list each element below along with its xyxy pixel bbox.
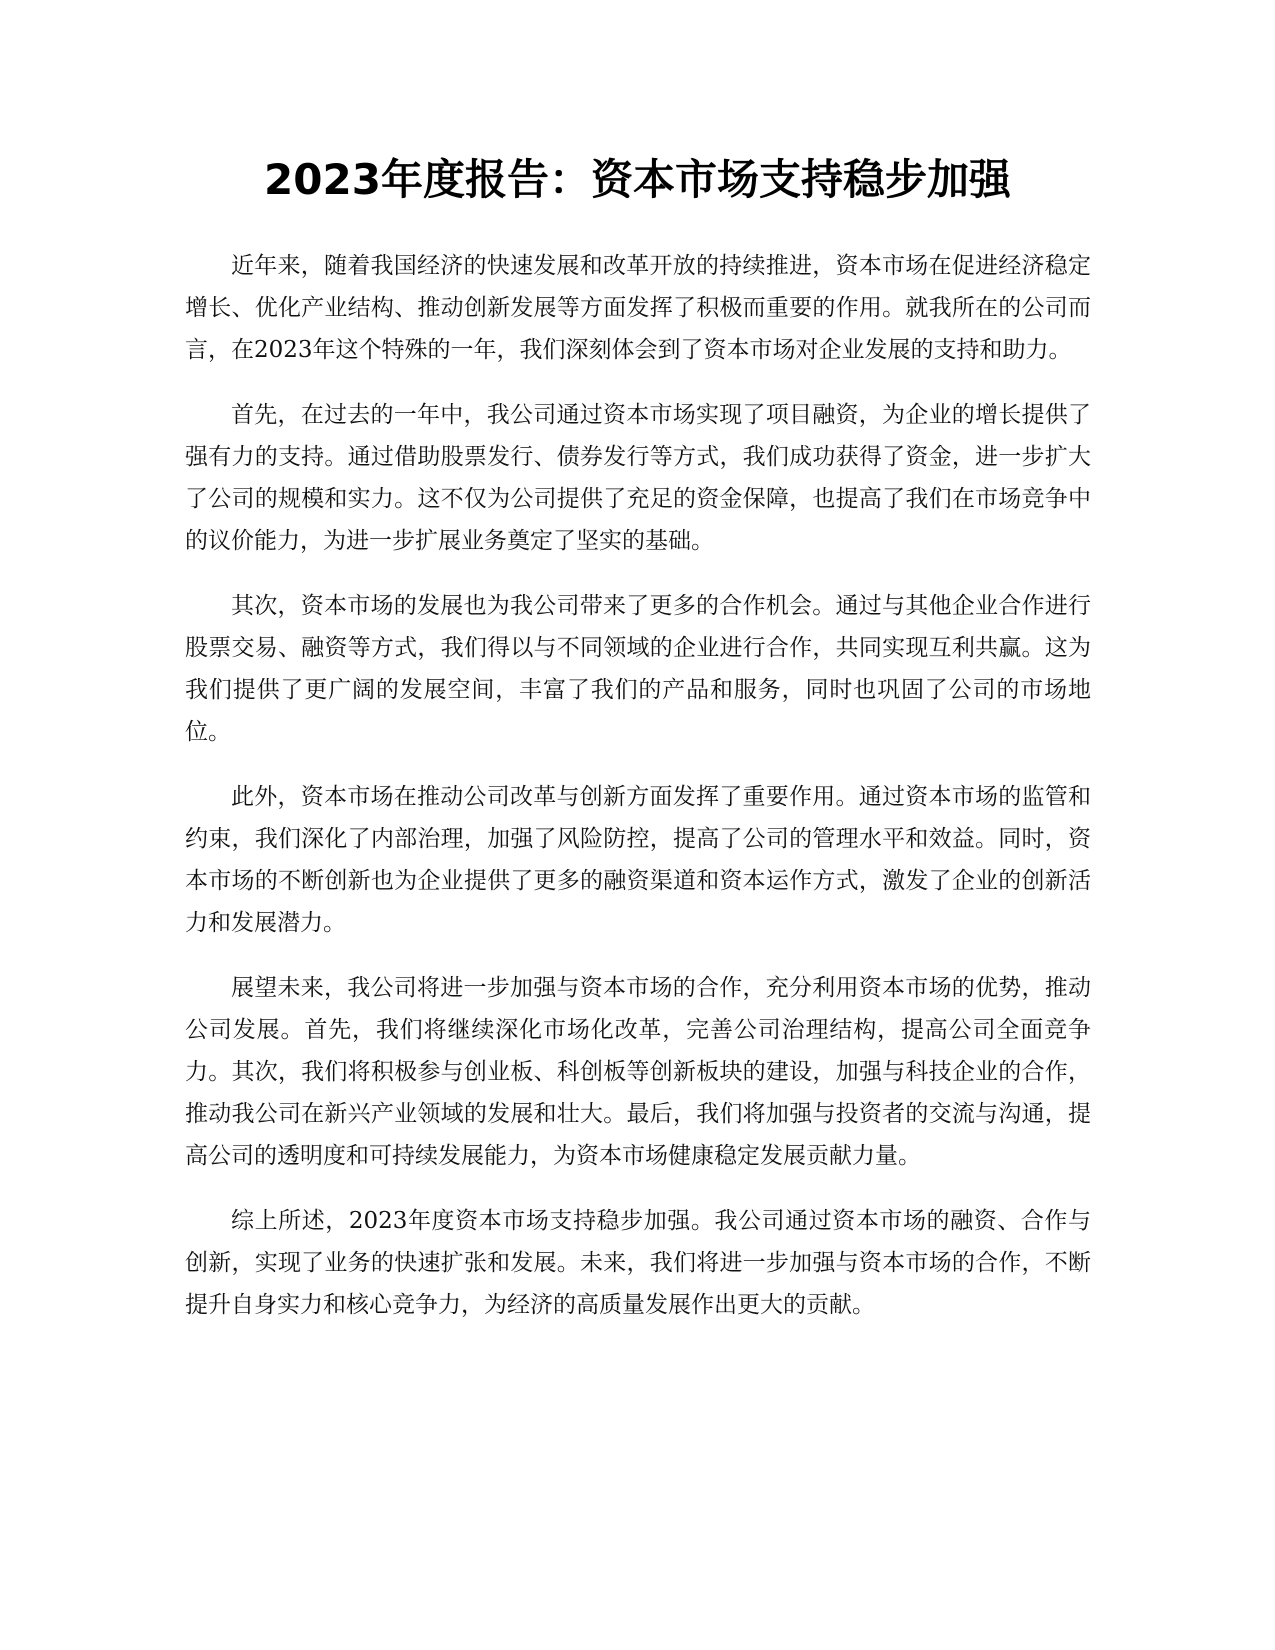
paragraph-reform: 此外，资本市场在推动公司改革与创新方面发挥了重要作用。通过资本市场的监管和约束，我们深化了内部治理，加强了风险防控，提高了公司的管理水平和效益。同时，资本市场的不断创新也为企业提供了更多的融资渠道和资本运作方式，激发了企业的创新活力和发展潜力。 <box>185 784 1091 936</box>
paragraph-financing: 首先，在过去的一年中，我公司通过资本市场实现了项目融资，为企业的增长提供了强有力的支持。通过借助股票发行、债券发行等方式，我们成功获得了资金，进一步扩大了公司的规模和实力。这不仅为公司提供了充足的资金保障，也提高了我们在市场竞争中的议价能力，为进一步扩展业务奠定了坚实的基础。 <box>185 402 1091 554</box>
paragraph-conclusion: 综上所述，2023年度资本市场支持稳步加强。我公司通过资本市场的融资、合作与创新，实现了业务的快速扩张和发展。未来，我们将进一步加强与资本市场的合作，不断提升自身实力和核心竞争力，为经济的高质量发展作出更大的贡献。 <box>185 1208 1091 1318</box>
paragraph-cooperation: 其次，资本市场的发展也为我公司带来了更多的合作机会。通过与其他企业合作进行股票交易、融资等方式，我们得以与不同领域的企业进行合作，共同实现互利共赢。这为我们提供了更广阔的发展空间，丰富了我们的产品和服务，同时也巩固了公司的市场地位。 <box>185 593 1091 745</box>
document-body <box>185 245 1091 1349</box>
paragraph-outlook: 展望未来，我公司将进一步加强与资本市场的合作，充分利用资本市场的优势，推动公司发展。首先，我们将继续深化市场化改革，完善公司治理结构，提高公司全面竞争力。其次，我们将积极参与创业板、科创板等创新板块的建设，加强与科技企业的合作，推动我公司在新兴产业领域的发展和壮大。最后，我们将加强与投资者的交流与沟通，提高公司的透明度和可持续发展能力，为资本市场健康稳定发展贡献力量。 <box>185 975 1091 1169</box>
document-title: 2023年度报告：资本市场支持稳步加强 <box>264 155 1011 204</box>
paragraph-intro: 近年来，随着我国经济的快速发展和改革开放的持续推进，资本市场在促进经济稳定增长、优化产业结构、推动创新发展等方面发挥了积极而重要的作用。就我所在的公司而言，在2023年这个特殊的一年，我们深刻体会到了资本市场对企业发展的支持和助力。 <box>185 253 1091 363</box>
